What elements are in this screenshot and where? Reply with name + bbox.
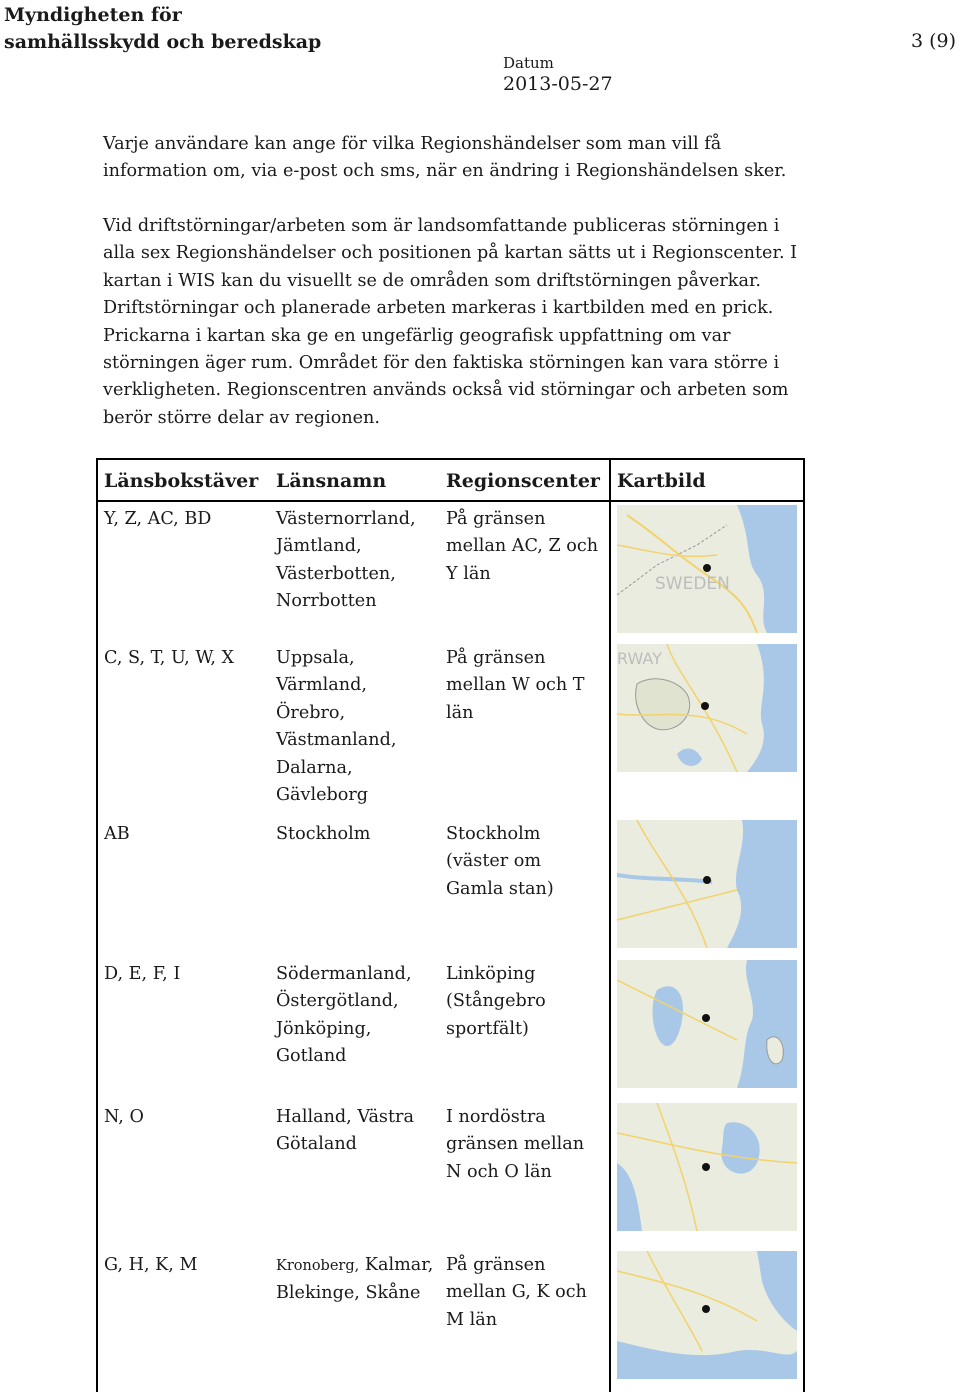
table-row: [97, 501, 804, 641]
map-label: RWAY: [617, 649, 662, 668]
cell-letters: D, E, F, I: [97, 957, 270, 1100]
paragraph-notifications: Varje användare kan ange för vilka Regionshändelser som man vill få information om, via e-post och sms, när en ändring i Regionshändelsen sker.: [103, 134, 787, 182]
header-letters: Länsbokstäver: [97, 459, 270, 501]
table-row: [97, 1248, 804, 1392]
map-thumbnail: [617, 1103, 797, 1231]
table-header-row: [97, 459, 804, 501]
org-line-1: Myndigheten för: [4, 4, 182, 26]
cell-letters: AB: [97, 817, 270, 957]
cell-names: Stockholm: [276, 824, 371, 844]
map-thumbnail: [617, 505, 797, 633]
cell-names: [270, 1248, 440, 1392]
cell-names: Uppsala, Värmland, Örebro, Västmanland, Dalarna, Gävleborg: [276, 648, 397, 806]
cell-letters: N, O: [97, 1100, 270, 1248]
header-center: Regionscenter: [440, 459, 610, 501]
map-thumbnail: [617, 1251, 797, 1379]
cell-map: [610, 957, 804, 1100]
cell-map: [610, 817, 804, 957]
paragraph-disturbances: Vid driftstörningar/arbeten som är landsomfattande publiceras störningen i alla sex Regionshändelser och positionen på kartan sätts ut i Regionscenter. I kartan i WIS kan du visuellt se de områden som driftstörningen påverkar. Driftstörningar och planerade arbeten markeras i kartbilden med en prick. Prickarna i kartan ska ge en ungefärlig geografisk uppfattning om var störningen äger rum. Området för den faktiska störningen kan vara större i verkligheten. Regionscentren används också vid störningar och arbeten som berör större delar av regionen.: [103, 216, 798, 428]
cell-center: På gränsen mellan G, K och M län: [446, 1255, 587, 1330]
cell-letters: C, S, T, U, W, X: [97, 641, 270, 817]
cell-names: Södermanland, Östergötland, Jönköping, Gotland: [276, 964, 412, 1067]
page-number: 3 (9): [910, 30, 956, 52]
org-line-2: samhällsskydd och beredskap: [4, 31, 322, 53]
map-thumbnail: [617, 820, 797, 948]
header-names: Länsnamn: [270, 459, 440, 501]
cell-letters: G, H, K, M: [97, 1248, 270, 1392]
table-row: [97, 817, 804, 957]
name-kronoberg: Kronoberg,: [276, 1258, 360, 1274]
cell-map: [610, 501, 804, 641]
cell-center: På gränsen mellan AC, Z och Y län: [446, 509, 599, 584]
cell-names: Västernorrland, Jämtland, Västerbotten, Norrbotten: [276, 509, 416, 612]
map-thumbnail: [617, 644, 797, 772]
cell-map: [610, 1100, 804, 1248]
cell-map: [610, 641, 804, 817]
cell-names: Halland, Västra Götaland: [276, 1107, 414, 1155]
table-row: [97, 957, 804, 1100]
cell-center: Stockholm (väster om Gamla stan): [446, 824, 554, 899]
date-value: 2013-05-27: [503, 73, 613, 95]
map-thumbnail: [617, 960, 797, 1088]
table-row: [97, 641, 804, 817]
organization-name: [4, 2, 321, 56]
map-label: SWEDEN: [655, 574, 730, 594]
header-map: Kartbild: [610, 459, 804, 501]
cell-center: I nordöstra gränsen mellan N och O län: [446, 1107, 585, 1182]
cell-center: Linköping (Stångebro sportfält): [446, 964, 546, 1039]
county-table: [96, 458, 805, 1392]
date-label: Datum: [503, 54, 554, 72]
cell-map: [610, 1248, 804, 1392]
cell-center: På gränsen mellan W och T län: [446, 648, 585, 723]
table-row: [97, 1100, 804, 1248]
names-rest: Kalmar, Blekinge, Skåne: [276, 1255, 434, 1304]
cell-letters: Y, Z, AC, BD: [97, 501, 270, 641]
